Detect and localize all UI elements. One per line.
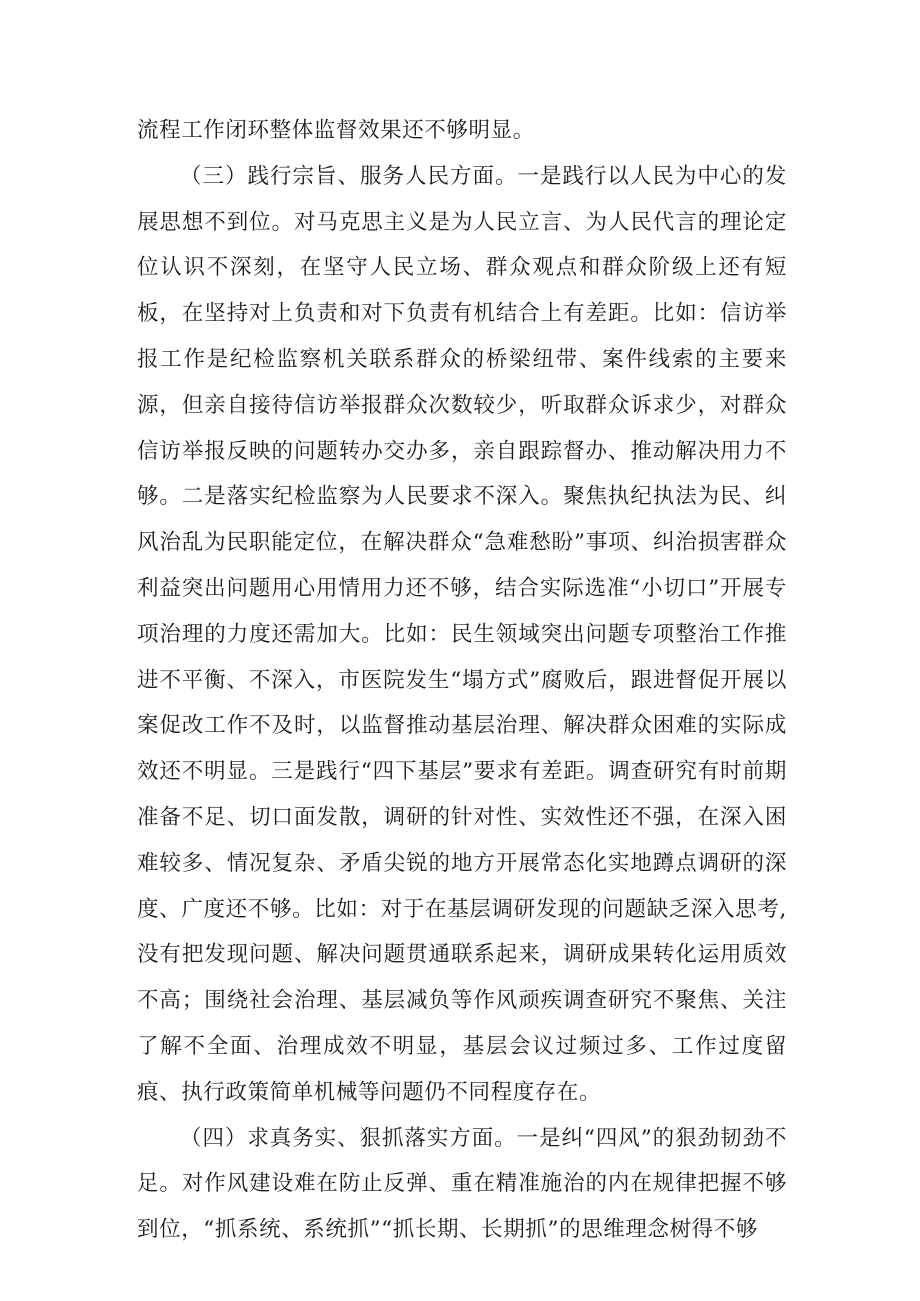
paragraph-continuation: 流程工作闭环整体监督效果还不够明显。	[137, 118, 535, 143]
paragraph-section-three: （三）践行宗旨、服务人民方面。一是践行以人民为中心的发展思想不到位。对马克思主义是为人民立言、为人民代言的理论定位认识不深刻，在坚守人民立场、群众观点和群众阶级上还有短板，在坚持对上负责和对下负责有机结合上有差距。比如：信访举报工作是纪检监察机关联系群众的桥梁纽带、案件线索的主要来源，但亲自接待信访举报群众次数较少，听取群众诉求少，对群众信访举报反映的问题转办交办多，亲自跟踪督办、推动解决用力不够。二是落实纪检监察为人民要求不深入。聚焦执纪执法为民、纠风治乱为民职能定位，在解决群众“急难愁盼”事项、纠治损害群众利益突出问题用心用情用力还不够，结合实际选准“小切口”开展专项治理的力度还需加大。比如：民生领域突出问题专项整治工作推进不平衡、不深入，市医院发生“塌方式”腐败后，跟进督促开展以案促改工作不及时，以监督推动基层治理、解决群众困难的实际成效还不明显。三是践行“四下基层”要求有差距。调查研究有时前期准备不足、切口面发散，调研的针对性、实效性还不强，在深入困难较多、情况复杂、矛盾尖锐的地方开展常态化实地蹲点调研的深度、广度还不够。比如：对于在基层调研发现的问题缺乏深入思考,没有把发现问题、解决问题贯通联系起来，调研成果转化运用质效不高；围绕社会治理、基层减负等作风顽疾调查研究不聚焦、关注了解不全面、治理成效不明显，基层会议过频过多、工作过度留痕、执行政策简单机械等问题仍不同程度存在。	[137, 163, 787, 1105]
document-body	[137, 108, 787, 1253]
paragraph-section-four: （四）求真务实、狠抓落实方面。一是纠“四风”的狠劲韧劲不足。对作风建设难在防止反弹、重在精准施治的内在规律把握不够到位，“抓系统、系统抓”“抓长期、长期抓”的思维理念树得不够	[137, 1125, 787, 1243]
